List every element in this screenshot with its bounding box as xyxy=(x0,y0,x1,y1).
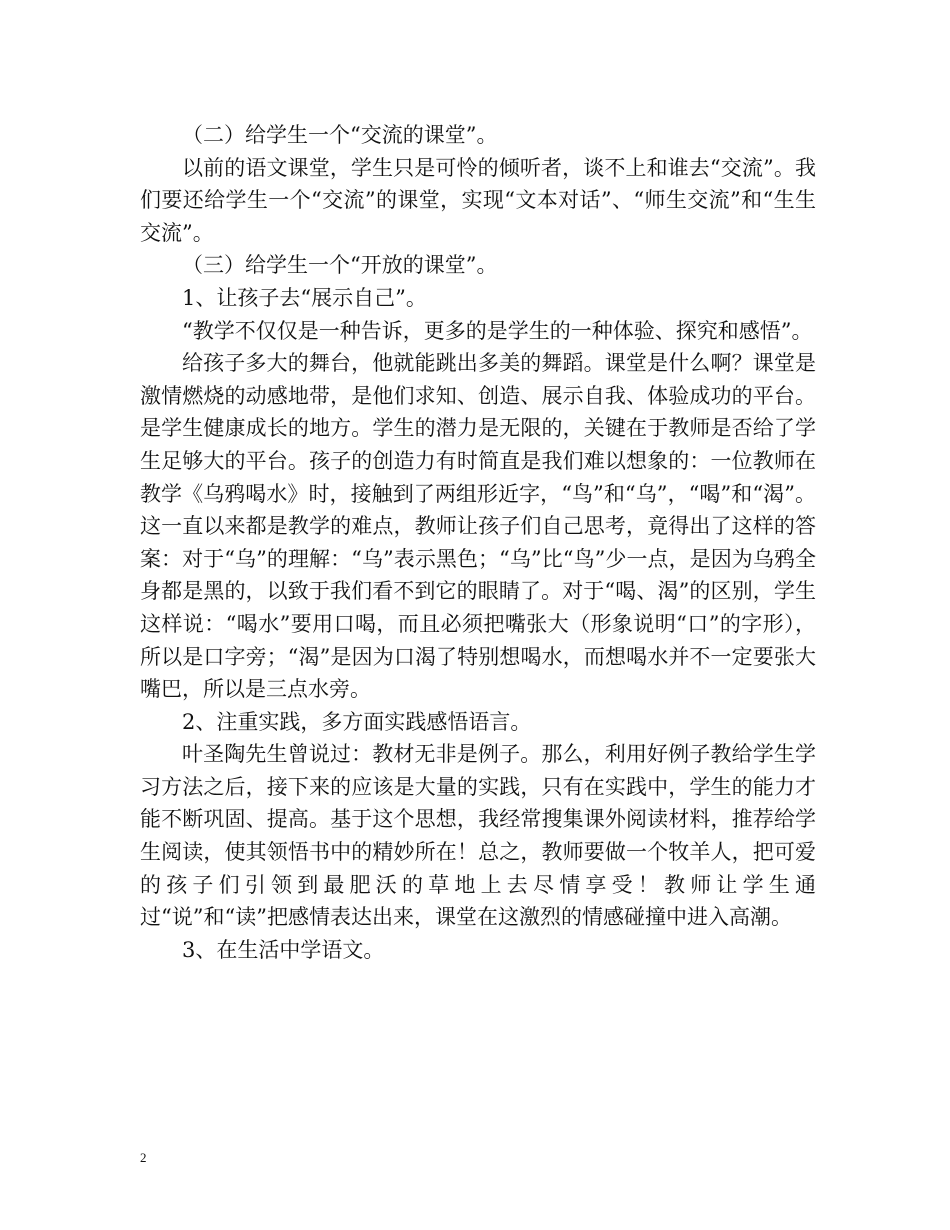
paragraph: 给孩子多大的舞台，他就能跳出多美的舞蹈。课堂是什么啊？课堂是激情燃烧的动感地带，是他们求知、创造、展示自我、体验成功的平台。是学生健康成长的地方。学生的潜力是无限的，关键在于教师是否给了学生足够大的平台。孩子的创造力有时简直是我们难以想象的：一位教师在教学《乌鸦喝水》时，接触到了两组形近字，“鸟”和“乌”，“喝”和“渴”。这一直以来都是教学的难点，教师让孩子们自己思考，竟得出了这样的答案：对于“乌”的理解：“乌”表示黑色；“乌”比“鸟”少一点，是因为乌鸦全身都是黑的，以致于我们看不到它的眼睛了。对于“喝、渴”的区别，学生这样说：“喝水”要用口喝，而且必须把嘴张大（形象说明“口”的字形），所以是口字旁；“渴”是因为口渴了特别想喝水，而想喝水并不一定要张大嘴巴，所以是三点水旁。 xyxy=(140,351,816,702)
document-body xyxy=(140,119,816,966)
section-heading-3: （三）给学生一个“开放的课堂”。 xyxy=(182,253,498,278)
subheading-2: 2、注重实践，多方面实践感悟语言。 xyxy=(182,709,532,734)
quote-paragraph: “教学不仅仅是一种告诉，更多的是学生的一种体验、探究和感悟”。 xyxy=(182,318,813,343)
subheading-1: 1、让孩子去“展示自己”。 xyxy=(182,285,427,310)
subheading-3: 3、在生活中学语文。 xyxy=(182,937,385,962)
paragraph: 叶圣陶先生曾说过：教材无非是例子。那么，利用好例子教给学生学习方法之后，接下来的应该是大量的实践，只有在实践中，学生的能力才能不断巩固、提高。基于这个思想，我经常搜集课外阅读材料，推荐给学生阅读，使其领悟书中的精妙所在！总之，教师要做一个牧羊人，把可爱的孩子们引领到最肥沃的草地上去尽情享受！教师让学生通过“说”和“读”把感情表达出来，课堂在这激烈的情感碰撞中进入高潮。 xyxy=(140,742,816,930)
page-number: 2 xyxy=(140,1150,147,1165)
section-heading-2: （二）给学生一个“交流的课堂”。 xyxy=(182,123,498,147)
paragraph: 以前的语文课堂，学生只是可怜的倾听者，谈不上和谁去“交流”。我们要还给学生一个“交流”的课堂，实现“文本对话”、“师生交流”和“生生交流”。 xyxy=(140,155,816,245)
